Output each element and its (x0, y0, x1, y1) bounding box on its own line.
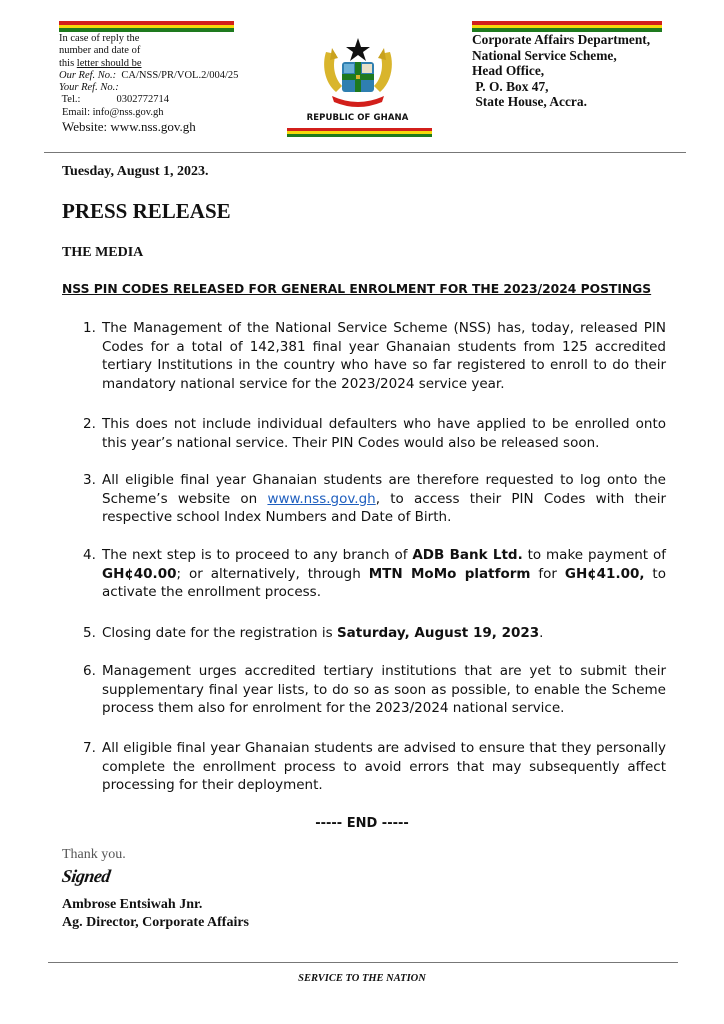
item-text (102, 546, 666, 602)
reply-reference-block (59, 33, 238, 134)
text-part: . (539, 625, 544, 641)
signer-title: Ag. Director, Corporate Affairs (62, 914, 250, 930)
website: Website: www.nss.gov.gh (62, 119, 196, 135)
ghana-flag-stripe-right (472, 21, 662, 32)
item-text: Management urges accredited tertiary institutions that are yet to submit their supplementary final year lists, to do so as soon as possible, to enable the Scheme process them also for enrolment for the 2023/2024 national service. (102, 663, 666, 717)
our-ref-value: CA/NSS/PR/VOL.2/004/25 (121, 69, 239, 81)
reply-line-2: number and date of (59, 45, 141, 57)
text-part: ; or alternatively, through (176, 565, 369, 582)
reply-line-3-prefix: this (59, 57, 77, 69)
item-number: 1. (83, 320, 96, 336)
reply-line-3-underlined: letter should be (76, 57, 142, 69)
text-part: to activate the enrollment process. (102, 565, 666, 601)
text-part: Closing date for the registration is (102, 625, 337, 641)
black-star (346, 38, 370, 61)
bank-name: ADB Bank Ltd. (412, 547, 523, 563)
our-ref (59, 70, 238, 82)
header-divider (44, 152, 686, 153)
item-number: 2. (83, 416, 96, 432)
list-item-7 (83, 739, 666, 795)
list-item-6 (83, 662, 666, 718)
item-text-pre: All eligible final year Ghanaian students are therefore requested to log onto the Scheme’s website on (102, 472, 666, 507)
end-marker: ----- END ----- (315, 816, 409, 831)
headline: NSS PIN CODES RELEASED FOR GENERAL ENROLMENT FOR THE 2023/2024 POSTINGS (62, 282, 652, 296)
address-line-3: Head Office, (472, 63, 545, 78)
address-line-1: Corporate Affairs Department, (472, 32, 651, 47)
email: Email: info@nss.gov.gh (62, 106, 164, 118)
item-text-post: , to access their PIN Codes with their respective school Index Numbers and Date of Birth. (102, 490, 667, 526)
momo-platform: MTN MoMo platform (368, 565, 531, 582)
closing-date: Saturday, August 19, 2023 (336, 625, 540, 641)
item-number: 7. (83, 740, 96, 756)
ghana-flag-stripe-left (59, 21, 234, 32)
list-item-5 (83, 624, 666, 643)
signer-block (62, 896, 249, 931)
item-text: All eligible final year Ghanaian students are advised to ensure that they personally complete the enrollment process to avoid errors that may subsequently affect processing for their deployment. (102, 740, 666, 794)
list-item-4 (83, 546, 666, 602)
item-number: 4. (83, 547, 96, 563)
text-part: The next step is to proceed to any branch of (102, 547, 413, 563)
office-address (472, 32, 650, 110)
our-ref-label: Our Ref. No.: (59, 69, 117, 81)
item-text: This does not include individual defaulters who have applied to be enrolled onto this year’s national service. Their PIN Codes would also be released soon. (102, 416, 666, 451)
bank-fee: GH¢40.00 (102, 565, 177, 582)
addressee: THE MEDIA (62, 245, 144, 260)
list-item-1 (83, 319, 666, 394)
text-part: to make payment of (522, 547, 666, 563)
tel-label: Tel.: (61, 94, 81, 106)
address-line-2: National Service Scheme, (472, 47, 617, 63)
item-number: 6. (83, 663, 96, 679)
list-item-2 (83, 415, 666, 452)
momo-fee: GH¢41.00, (564, 565, 645, 582)
ghana-flag-stripe-center (287, 128, 432, 137)
tel-value: 0302772714 (116, 94, 169, 106)
footer-motto: SERVICE TO THE NATION (298, 973, 426, 984)
your-ref-label: Your Ref. No.: (59, 82, 119, 94)
nss-website-link[interactable]: www.nss.gov.gh (267, 490, 376, 507)
text-part: for (530, 565, 565, 582)
closing-remark: Thank you. (62, 847, 126, 862)
address-line-5: State House, Accra. (472, 94, 587, 109)
item-text (102, 471, 666, 527)
item-number: 5. (83, 625, 96, 641)
footer-divider (48, 962, 678, 963)
reply-line-1: In case of reply the (59, 33, 140, 44)
signer-name: Ambrose Entsiwah Jnr. (62, 897, 203, 912)
telephone (59, 94, 238, 106)
item-text (102, 624, 666, 643)
signature: Signed (60, 866, 112, 886)
release-date: Tuesday, August 1, 2023. (62, 164, 209, 179)
motto-ribbon (332, 96, 384, 107)
item-number: 3. (83, 472, 96, 488)
address-line-4: P. O. Box 47, (472, 78, 549, 94)
document-title: PRESS RELEASE (62, 199, 231, 223)
reply-line-3 (59, 58, 238, 70)
item-text: The Management of the National Service Scheme (NSS) has, today, released PIN Codes for a total of 142,381 final year Ghanaian students from 125 accredited tertiary Institutions in the country who have so far registered to enroll to do their mandatory national service for the 2023/2024 service year. (102, 320, 666, 393)
list-item-3 (83, 471, 666, 527)
emblem-caption: REPUBLIC OF GHANA (306, 113, 409, 123)
ghana-coat-of-arms-icon (318, 34, 398, 112)
